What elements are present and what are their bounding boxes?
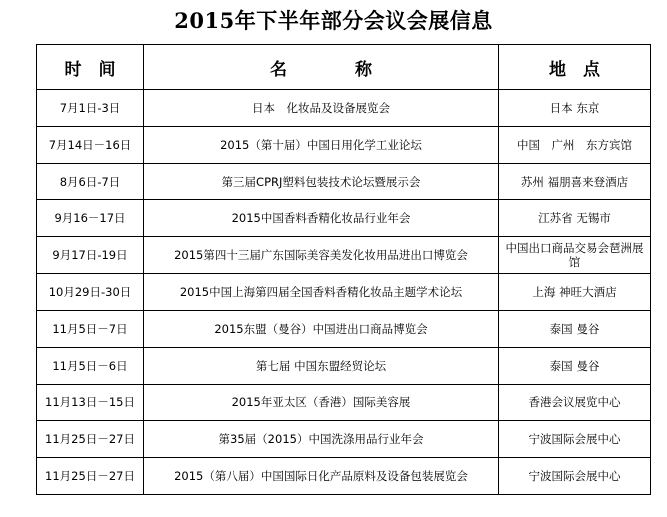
cell-name: 2015中国上海第四届全国香料香精化妆品主题学术论坛 xyxy=(144,274,499,311)
cell-name: 第七届 中国东盟经贸论坛 xyxy=(144,347,499,384)
table-row xyxy=(37,310,651,347)
cell-place: 宁波国际会展中心 xyxy=(499,458,651,495)
cell-time: 11月25日－27日 xyxy=(37,458,144,495)
table-row xyxy=(37,384,651,421)
table-row xyxy=(37,347,651,384)
cell-place: 香港会议展览中心 xyxy=(499,384,651,421)
header-place: 地 点 xyxy=(499,45,651,90)
events-table xyxy=(36,44,651,495)
cell-place: 泰国 曼谷 xyxy=(499,347,651,384)
cell-time: 11月5日－7日 xyxy=(37,310,144,347)
cell-time: 9月16－17日 xyxy=(37,200,144,237)
cell-time: 7月1日-3日 xyxy=(37,90,144,127)
cell-time: 9月17日-19日 xyxy=(37,237,144,274)
table-row xyxy=(37,163,651,200)
cell-name: 2015年亚太区（香港）国际美容展 xyxy=(144,384,499,421)
cell-place: 中国出口商品交易会琶洲展馆 xyxy=(499,237,651,274)
header-name: 名 称 xyxy=(144,45,499,90)
cell-time: 8月6日-7日 xyxy=(37,163,144,200)
table-row xyxy=(37,421,651,458)
cell-place: 上海 神旺大酒店 xyxy=(499,274,651,311)
table-row xyxy=(37,237,651,274)
cell-name: 2015（第八届）中国国际日化产品原料及设备包装展览会 xyxy=(144,458,499,495)
table-row xyxy=(37,458,651,495)
cell-name: 2015中国香料香精化妆品行业年会 xyxy=(144,200,499,237)
table-row xyxy=(37,126,651,163)
cell-name: 2015第四十三届广东国际美容美发化妆用品进出口博览会 xyxy=(144,237,499,274)
table-row xyxy=(37,200,651,237)
cell-place: 江苏省 无锡市 xyxy=(499,200,651,237)
cell-name: 2015东盟（曼谷）中国进出口商品博览会 xyxy=(144,310,499,347)
cell-time: 11月5日－6日 xyxy=(37,347,144,384)
table-row xyxy=(37,274,651,311)
cell-name: 日本 化妆品及设备展览会 xyxy=(144,90,499,127)
page-title: 2015年下半年部分会议会展信息 xyxy=(174,8,493,33)
cell-place: 中国 广州 东方宾馆 xyxy=(499,126,651,163)
cell-name: 第三届CPRJ塑料包装技术论坛暨展示会 xyxy=(144,163,499,200)
cell-name: 2015（第十届）中国日用化学工业论坛 xyxy=(144,126,499,163)
cell-time: 10月29日-30日 xyxy=(37,274,144,311)
cell-place: 宁波国际会展中心 xyxy=(499,421,651,458)
header-time: 时 间 xyxy=(37,45,144,90)
table-row xyxy=(37,90,651,127)
cell-place: 苏州 福朋喜来登酒店 xyxy=(499,163,651,200)
cell-time: 7月14日－16日 xyxy=(37,126,144,163)
cell-place: 泰国 曼谷 xyxy=(499,310,651,347)
cell-place: 日本 东京 xyxy=(499,90,651,127)
table-header-row xyxy=(37,45,651,90)
cell-name: 第35届（2015）中国洗涤用品行业年会 xyxy=(144,421,499,458)
cell-time: 11月13日－15日 xyxy=(37,384,144,421)
cell-time: 11月25日－27日 xyxy=(37,421,144,458)
